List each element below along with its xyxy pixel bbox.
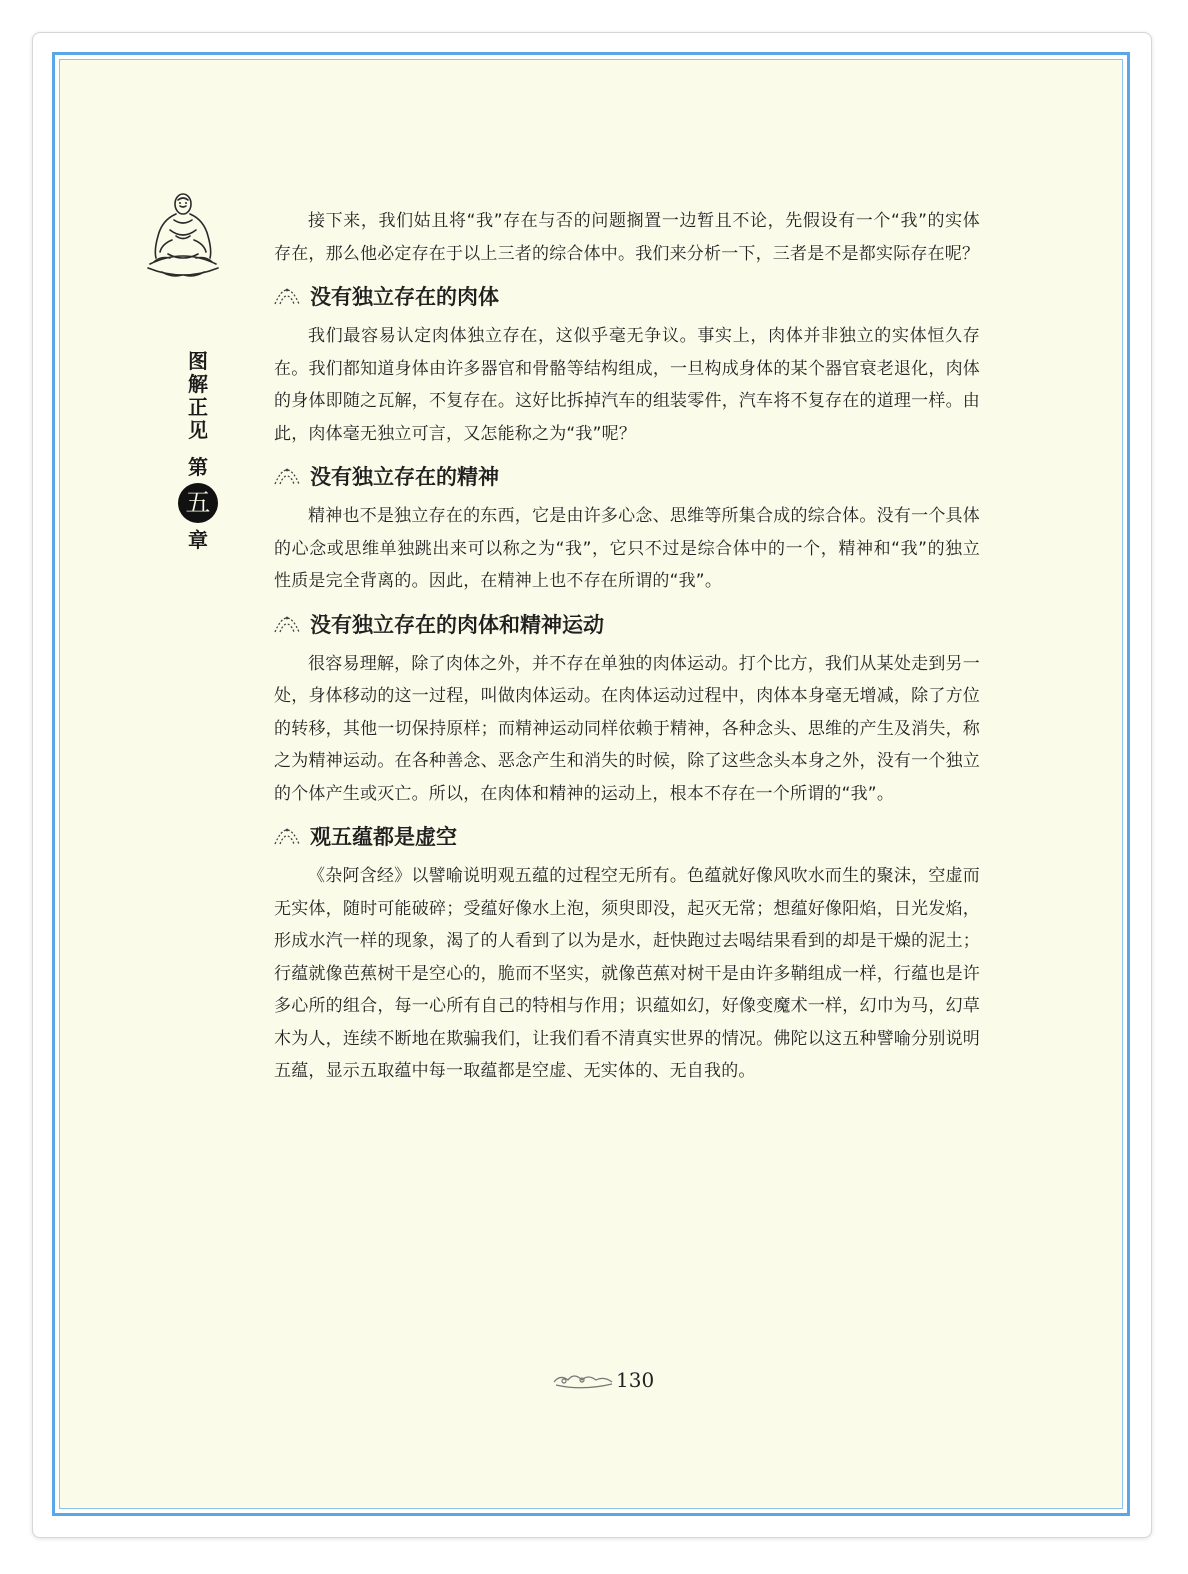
side-title-char: 见: [188, 418, 208, 442]
chapter-prefix: 第: [188, 455, 208, 479]
section-heading-text: 没有独立存在的肉体和精神运动: [310, 611, 604, 637]
section-heading: [272, 816, 980, 858]
chapter-suffix: 章: [188, 528, 208, 552]
section-heading: [272, 276, 980, 318]
section-paragraph: 很容易理解，除了肉体之外，并不存在单独的肉体运动。打个比方，我们从某处走到另一处，身体移动的这一过程，叫做肉体运动。在肉体运动过程中，肉体本身毫无增减，除了方位的转移，其他一切保持原样；而精神运动同样依赖于精神，各种念头、思维的产生及消失，称之为精神运动。在各种善念、恶念产生和消失的时候，除了这些念头本身之外，没有一个独立的个体产生或灭亡。所以，在肉体和精神的运动上，根本不存在一个所谓的“我”。: [274, 653, 980, 804]
lotus-ornament-icon: [272, 466, 302, 488]
section-paragraph: 我们最容易认定肉体独立存在，这似乎毫无争议。事实上，肉体并非独立的实体恒久存在。我们都知道身体由许多器官和骨骼等结构组成，一旦构成身体的某个器官衰老退化，肉体的身体即随之瓦解，不复存在。这好比拆掉汽车的组装零件，汽车将不复存在的道理一样。由此，肉体毫无独立可言，又怎能称之为“我”呢？: [274, 326, 980, 444]
section-heading: [272, 456, 980, 498]
lotus-ornament-icon: [272, 614, 302, 636]
side-title-char: 图: [188, 349, 208, 373]
lotus-ornament-icon: [272, 286, 302, 308]
chapter-side-title: [176, 350, 220, 552]
page-number: 130: [616, 1368, 655, 1392]
seated-monk-icon: [140, 190, 226, 282]
page-content: [274, 205, 980, 1088]
page-footer: [552, 1362, 692, 1398]
section-heading-text: 观五蕴都是虚空: [310, 824, 457, 849]
lotus-ornament-icon: [272, 826, 302, 848]
section-paragraph: 《杂阿含经》以譬喻说明观五蕴的过程空无所有。色蕴就好像风吹水而生的聚沫，空虚而无实体，随时可能破碎；受蕴好像水上泡，须臾即没，起灭无常；想蕴好像阳焰，日光发焰，形成水汽一样的现象，渴了的人看到了以为是水，赶快跑过去喝结果看到的却是干燥的泥土；行蕴就像芭蕉树干是空心的，脆而不坚实，就像芭蕉对树干是由许多鞘组成一样，行蕴也是许多心所的组合，每一心所有自己的特相与作用；识蕴如幻，好像变魔术一样，幻巾为马，幻草木为人，连续不断地在欺骗我们，让我们看不清真实世界的情况。佛陀以这五种譬喻分别说明五蕴，显示五取蕴中每一取蕴都是空虚、无实体的、无自我的。: [274, 866, 980, 1081]
section-heading-text: 没有独立存在的精神: [310, 464, 499, 489]
cloud-ornament-icon: [552, 1370, 614, 1390]
side-title-char: 解: [188, 372, 208, 396]
chapter-number-badge: 五: [178, 483, 218, 523]
intro-paragraph: 接下来，我们姑且将“我”存在与否的问题搁置一边暂且不论，先假设有一个“我”的实体存在，那么他必定存在于以上三者的综合体中。我们来分析一下，三者是不是都实际存在呢？: [274, 211, 980, 264]
section-paragraph: 精神也不是独立存在的东西，它是由许多心念、思维等所集合成的综合体。没有一个具体的心念或思维单独跳出来可以称之为“我”，它只不过是综合体中的一个，精神和“我”的独立性质是完全背离的。因此，在精神上也不存在所谓的“我”。: [274, 506, 980, 591]
section-heading-text: 没有独立存在的肉体: [310, 284, 499, 309]
side-title-char: 正: [188, 395, 208, 419]
section-heading: [272, 604, 980, 646]
